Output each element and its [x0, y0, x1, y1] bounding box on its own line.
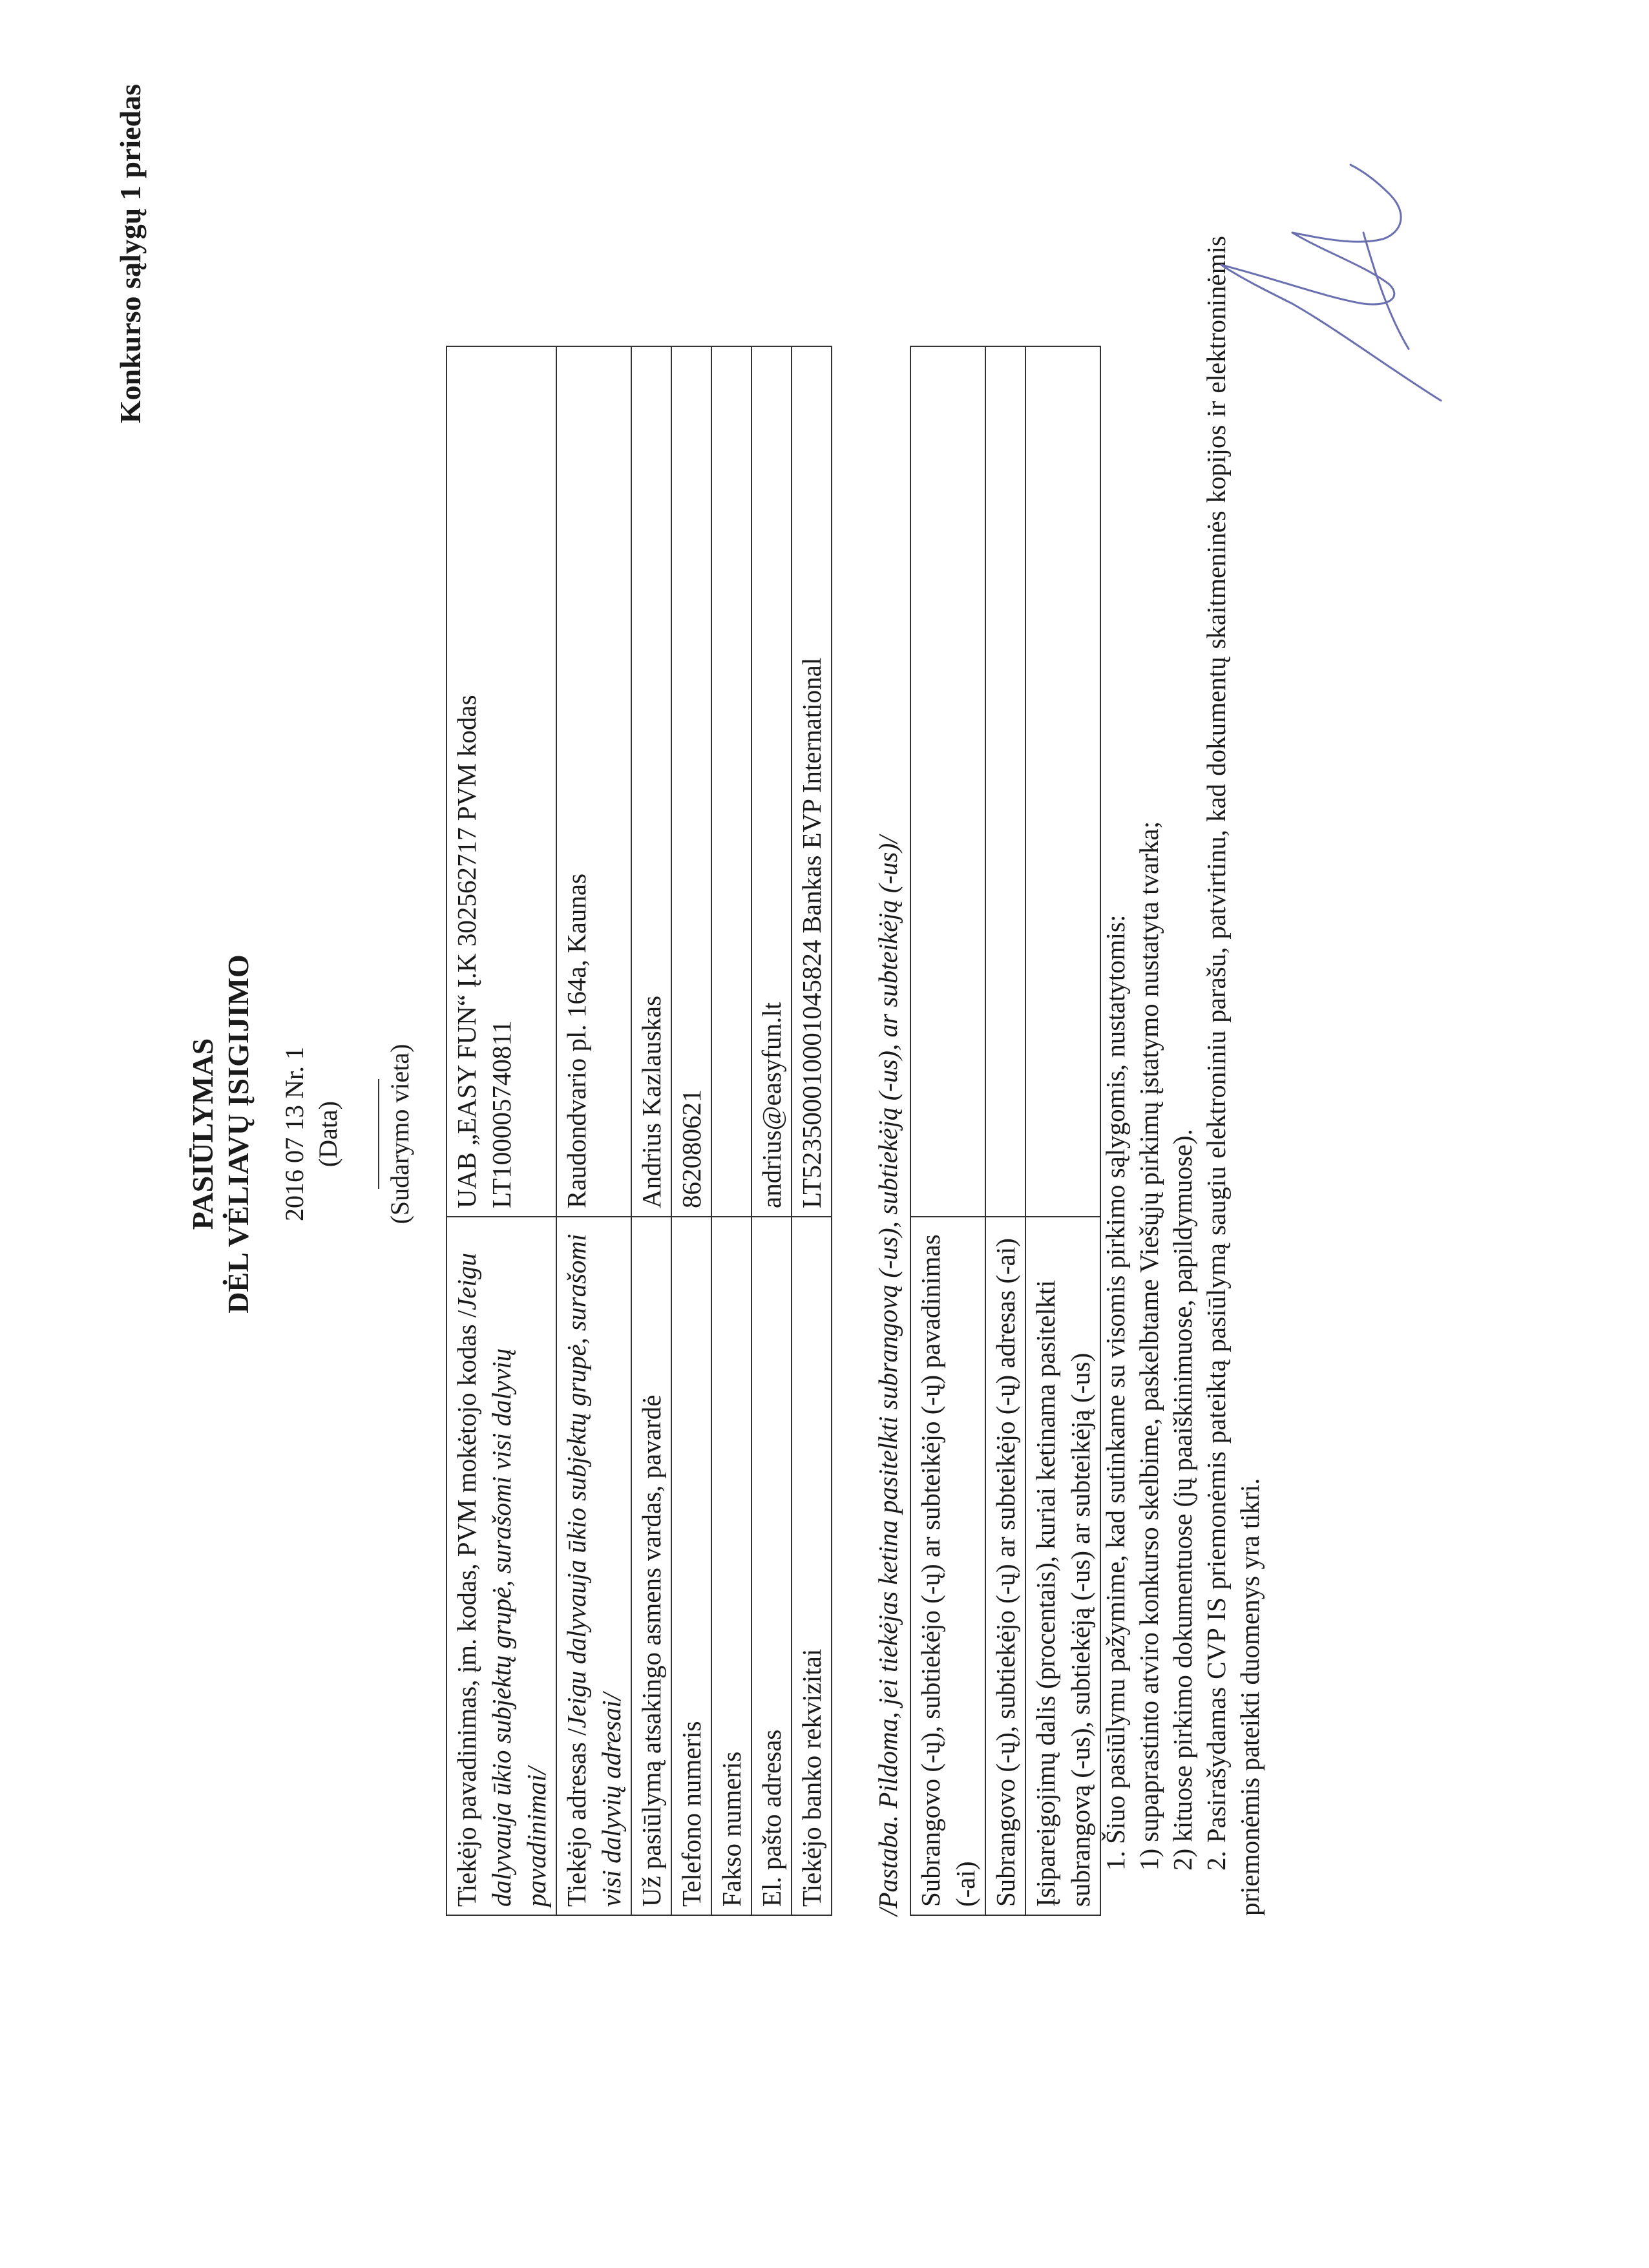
subcontractor-table-row — [1025, 346, 1100, 1915]
date-value: 2016 07 13 Nr. 1 — [280, 1047, 309, 1221]
subcontractor-field-value — [985, 346, 1025, 1217]
value-line: 862080621 — [677, 1089, 706, 1208]
value-line: LT523500010001045824 Bankas EVP International — [797, 657, 826, 1208]
value-line: Andrius Kazlauskas — [636, 995, 666, 1208]
supplier-table-row — [446, 346, 556, 1915]
label-text: Fakso numeris — [717, 1751, 746, 1907]
value-line: Raudondvario pl. 164a, Kaunas — [562, 873, 591, 1208]
document-subtitle: DĖL VĖLIAVŲ ĮSIGIJIMO — [222, 954, 255, 1314]
place-caption: (Sudarymo vieta) — [385, 1044, 414, 1224]
paragraph-1-item-1: 1) supaprastinto atviro konkurso skelbime, paskelbtame Viešųjų pirkimų įstatymo nustatyta tvarka; — [1134, 821, 1164, 1871]
value-line: andrius@easyfun.lt — [757, 1002, 786, 1208]
subcontractor-note: /Pastaba. Pildoma, jei tiekėjas ketina pasitelkti subrangovą (-us), subtiekėją (-us), ar subteikėją (-us)/ — [873, 835, 903, 1916]
label-text: Tiekėjo adresas / — [562, 1728, 591, 1907]
label-text: Telefono numeris — [677, 1721, 706, 1907]
supplier-field-value — [631, 346, 671, 1217]
subcontractor-field-label: Subrangovo (-ų), subtiekėjo (-ų) ar subteikėjo (-ų) adresas (-ai) — [985, 1217, 1025, 1915]
supplier-field-value — [671, 346, 711, 1217]
supplier-field-label — [631, 1217, 671, 1915]
handwritten-signature — [1195, 155, 1467, 426]
supplier-field-label — [792, 1217, 832, 1915]
place-blank-line — [378, 1079, 379, 1189]
value-line-2: LT100005740811 — [487, 1020, 516, 1208]
supplier-field-label — [671, 1217, 711, 1915]
supplier-table-row — [631, 346, 671, 1915]
label-note-italic: Jeigu dalyvauja ūkio subjektų grupė, surašomi visi dalyvių adresai/ — [562, 1234, 626, 1907]
place-block — [378, 0, 417, 2268]
subcontractor-table-row — [985, 346, 1025, 1915]
supplier-field-label — [446, 1217, 556, 1915]
subcontractor-field-label: Įsipareigojimų dalis (procentais), kuriai ketinama pasitelkti subrangovą (-us), subtiekėją (-us) ar subteikėją (-us) — [1025, 1217, 1100, 1915]
supplier-field-label — [711, 1217, 751, 1915]
date-block — [278, 0, 345, 2268]
label-note-italic: Jeigu dalyvauja ūkio subjektų grupė, surašomi visi dalyvių pavadinimai/ — [452, 1252, 551, 1907]
value-line: UAB „EASY FUN“ Į.K 302562717 PVM kodas — [452, 695, 481, 1208]
supplier-field-label — [751, 1217, 792, 1915]
subcontractor-table-row — [910, 346, 985, 1915]
supplier-field-label — [556, 1217, 631, 1915]
subcontractor-field-value — [910, 346, 985, 1217]
supplier-field-value — [556, 346, 631, 1217]
label-text: Tiekėjo banko rekvizitai — [797, 1648, 826, 1907]
subcontractor-table — [910, 346, 1101, 1916]
label-text: Tiekėjo pavadinimas, įm. kodas, PVM mokėtojo kodas / — [452, 1310, 481, 1907]
declaration-paragraphs — [1098, 236, 1266, 1916]
supplier-table-row — [556, 346, 631, 1915]
appendix-label: Konkurso sąlygų 1 priedas — [114, 84, 147, 424]
label-text: Už pasiūlymą atsakingo asmens vardas, pavardė — [636, 1394, 666, 1907]
paragraph-2: 2. Pasirašydamas CVP IS priemonėmis pateiktą pasiūlymą saugiu elektroniniu parašu, patvirtinu, kad dokumentų skaitmeninės kopijos ir elektroninėmis priemonėmis pateikti duomenys yra tikri. — [1201, 236, 1265, 1916]
date-caption: (Data) — [313, 1100, 342, 1168]
supplier-field-value — [792, 346, 832, 1217]
document-title: PASIŪLYMAS — [186, 1038, 219, 1230]
supplier-table-row — [671, 346, 711, 1915]
label-text: El. pašto adresas — [757, 1729, 786, 1907]
supplier-table-row — [792, 346, 832, 1915]
supplier-table-row — [751, 346, 792, 1915]
subcontractor-field-label: Subrangovo (-ų), subtiekėjo (-ų) ar subteikėjo (-ų) pavadinimas (-ai) — [910, 1217, 985, 1915]
supplier-field-value — [751, 346, 792, 1217]
supplier-table-row — [711, 346, 751, 1915]
paragraph-1-item-2: 2) kituose pirkimo dokumentuose (jų paaiškinimuose, papildymuose). — [1168, 1129, 1197, 1871]
supplier-field-value — [446, 346, 556, 1217]
paragraph-1: 1. Šiuo pasiūlymu pažymime, kad sutinkame su visomis pirkimo sąlygomis, nustatytomis: — [1100, 914, 1130, 1871]
supplier-field-value — [711, 346, 751, 1217]
supplier-info-table — [446, 346, 832, 1916]
subcontractor-field-value — [1025, 346, 1100, 1217]
